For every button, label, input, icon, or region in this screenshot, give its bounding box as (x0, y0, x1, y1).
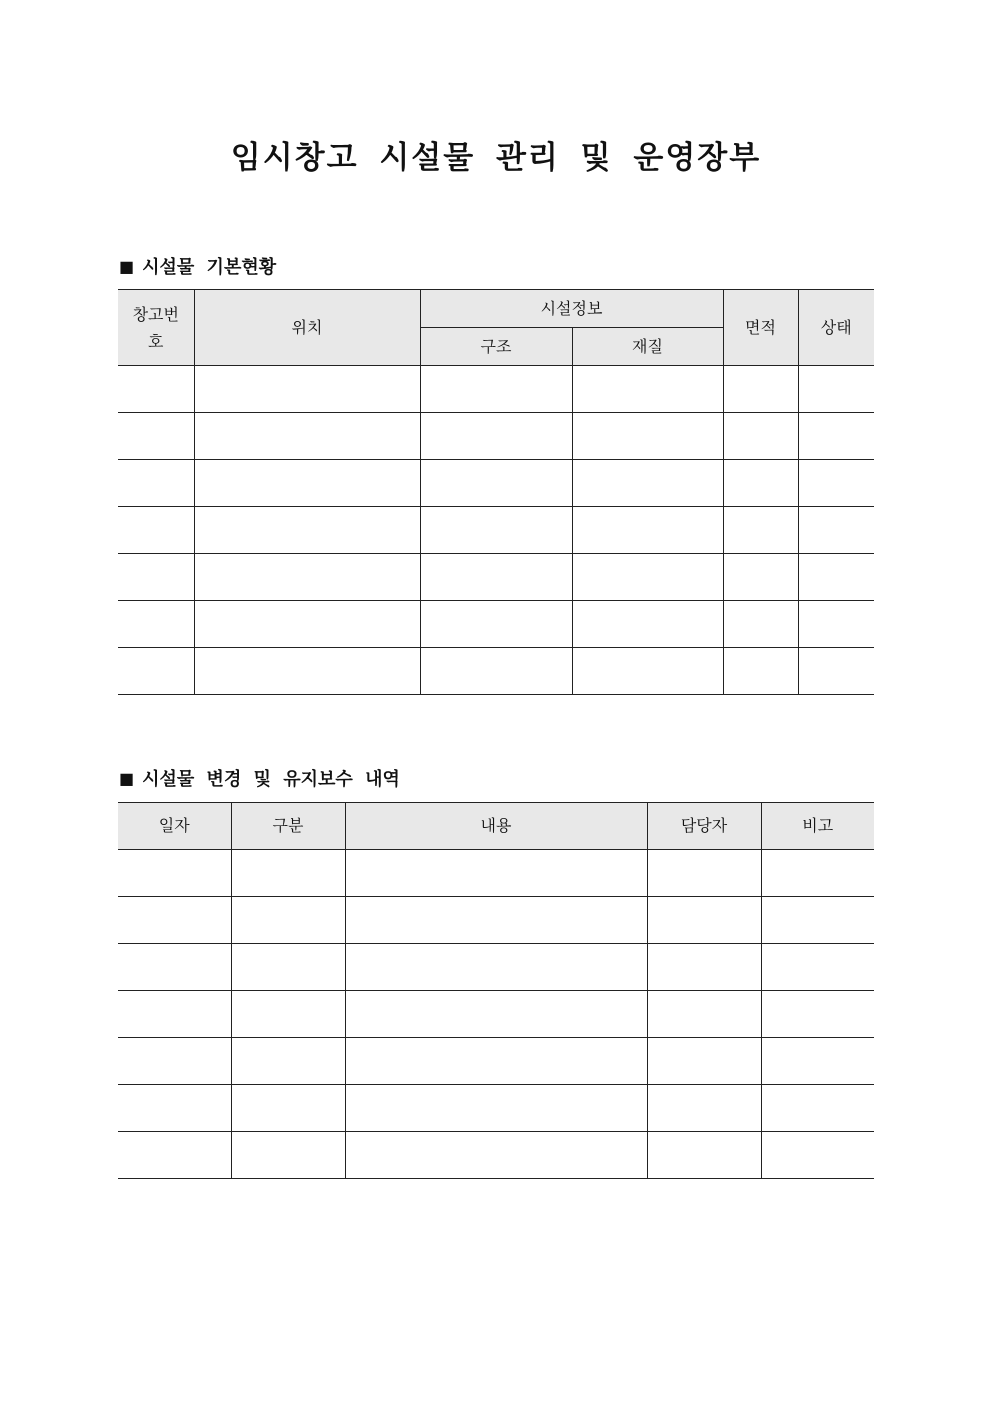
table-cell[interactable] (345, 991, 647, 1038)
table-cell[interactable] (761, 850, 874, 897)
section-heading-label: 시설물 기본현황 (142, 257, 277, 278)
table-cell[interactable] (118, 601, 194, 648)
table-cell[interactable] (345, 1085, 647, 1132)
table-cell[interactable] (118, 897, 231, 944)
table-cell[interactable] (647, 944, 761, 991)
table-cell[interactable] (118, 991, 231, 1038)
table-cell[interactable] (118, 1038, 231, 1085)
table-cell[interactable] (798, 601, 874, 648)
facility-table-body (118, 366, 874, 695)
table-cell[interactable] (194, 648, 420, 695)
table-cell[interactable] (345, 850, 647, 897)
table-cell[interactable] (231, 1132, 345, 1179)
table-cell[interactable] (345, 1038, 647, 1085)
column-header-structure: 구조 (420, 328, 572, 366)
table-cell[interactable] (194, 460, 420, 507)
column-header-manager: 담당자 (647, 803, 761, 850)
table-cell[interactable] (647, 1132, 761, 1179)
table-cell[interactable] (231, 1085, 345, 1132)
table-cell[interactable] (194, 366, 420, 413)
table-cell[interactable] (647, 1038, 761, 1085)
table-cell[interactable] (647, 991, 761, 1038)
column-header-category: 구분 (231, 803, 345, 850)
table-cell[interactable] (572, 460, 723, 507)
table-cell[interactable] (798, 648, 874, 695)
table-cell[interactable] (723, 507, 798, 554)
table-cell[interactable] (572, 507, 723, 554)
table-row (118, 897, 874, 944)
table-cell[interactable] (420, 554, 572, 601)
table-cell[interactable] (194, 413, 420, 460)
table-cell[interactable] (798, 460, 874, 507)
table-cell[interactable] (572, 648, 723, 695)
table-row (118, 460, 874, 507)
table-cell[interactable] (118, 460, 194, 507)
table-row (118, 1132, 874, 1179)
table-cell[interactable] (194, 507, 420, 554)
square-bullet-icon: ■ (119, 768, 135, 788)
table-cell[interactable] (723, 648, 798, 695)
table-cell[interactable] (647, 1085, 761, 1132)
table-cell[interactable] (118, 1085, 231, 1132)
table-cell[interactable] (761, 944, 874, 991)
table-cell[interactable] (761, 897, 874, 944)
table-row (118, 648, 874, 695)
column-header-date: 일자 (118, 803, 231, 850)
table-cell[interactable] (723, 601, 798, 648)
table-row (118, 850, 874, 897)
table-cell[interactable] (345, 1132, 647, 1179)
table-cell[interactable] (118, 366, 194, 413)
table-cell[interactable] (118, 507, 194, 554)
table-cell[interactable] (420, 460, 572, 507)
table-row (118, 554, 874, 601)
table-cell[interactable] (761, 1132, 874, 1179)
table-cell[interactable] (118, 944, 231, 991)
table-row (118, 944, 874, 991)
table-row (118, 507, 874, 554)
facility-status-table (118, 289, 874, 695)
table-cell[interactable] (118, 554, 194, 601)
table-row (118, 1038, 874, 1085)
table-cell[interactable] (231, 991, 345, 1038)
table-cell[interactable] (723, 460, 798, 507)
table-cell[interactable] (231, 897, 345, 944)
section-heading-maintenance-history (119, 765, 400, 791)
table-row (118, 366, 874, 413)
table-cell[interactable] (194, 601, 420, 648)
table-row (118, 601, 874, 648)
table-cell[interactable] (647, 850, 761, 897)
table-cell[interactable] (231, 850, 345, 897)
table-cell[interactable] (761, 991, 874, 1038)
table-cell[interactable] (647, 897, 761, 944)
column-header-remarks: 비고 (761, 803, 874, 850)
table-cell[interactable] (231, 944, 345, 991)
section-heading-label: 시설물 변경 및 유지보수 내역 (142, 769, 400, 790)
table-row (118, 991, 874, 1038)
section-heading-facility-status (119, 253, 276, 279)
table-cell[interactable] (761, 1038, 874, 1085)
column-header-location: 위치 (194, 290, 420, 366)
table-cell[interactable] (572, 366, 723, 413)
table-cell[interactable] (420, 507, 572, 554)
table-cell[interactable] (118, 413, 194, 460)
column-header-condition: 상태 (798, 290, 874, 366)
table-cell[interactable] (194, 554, 420, 601)
table-cell[interactable] (231, 1038, 345, 1085)
table-cell[interactable] (798, 366, 874, 413)
table-cell[interactable] (798, 413, 874, 460)
table-cell[interactable] (798, 507, 874, 554)
table-cell[interactable] (572, 601, 723, 648)
table-cell[interactable] (118, 648, 194, 695)
maintenance-history-table (118, 802, 874, 1179)
table-cell[interactable] (118, 1132, 231, 1179)
table-cell[interactable] (420, 366, 572, 413)
table-cell[interactable] (118, 850, 231, 897)
table-cell[interactable] (798, 554, 874, 601)
table-cell[interactable] (572, 413, 723, 460)
column-header-content: 내용 (345, 803, 647, 850)
table-row (118, 1085, 874, 1132)
table-cell[interactable] (723, 554, 798, 601)
table-cell[interactable] (420, 601, 572, 648)
column-header-material: 재질 (572, 328, 723, 366)
table-row (118, 413, 874, 460)
table-cell[interactable] (345, 944, 647, 991)
column-header-warehouse-no: 창고번 호 (118, 290, 194, 366)
document-title: 임시창고 시설물 관리 및 운영장부 (230, 140, 762, 176)
table-cell[interactable] (420, 648, 572, 695)
table-cell[interactable] (723, 413, 798, 460)
table-cell[interactable] (420, 413, 572, 460)
column-header-area: 면적 (723, 290, 798, 366)
table-cell[interactable] (572, 554, 723, 601)
table-cell[interactable] (345, 897, 647, 944)
column-header-facility-info: 시설정보 (420, 290, 723, 328)
table-cell[interactable] (761, 1085, 874, 1132)
history-table-body (118, 850, 874, 1179)
square-bullet-icon: ■ (119, 256, 135, 276)
table-cell[interactable] (723, 366, 798, 413)
